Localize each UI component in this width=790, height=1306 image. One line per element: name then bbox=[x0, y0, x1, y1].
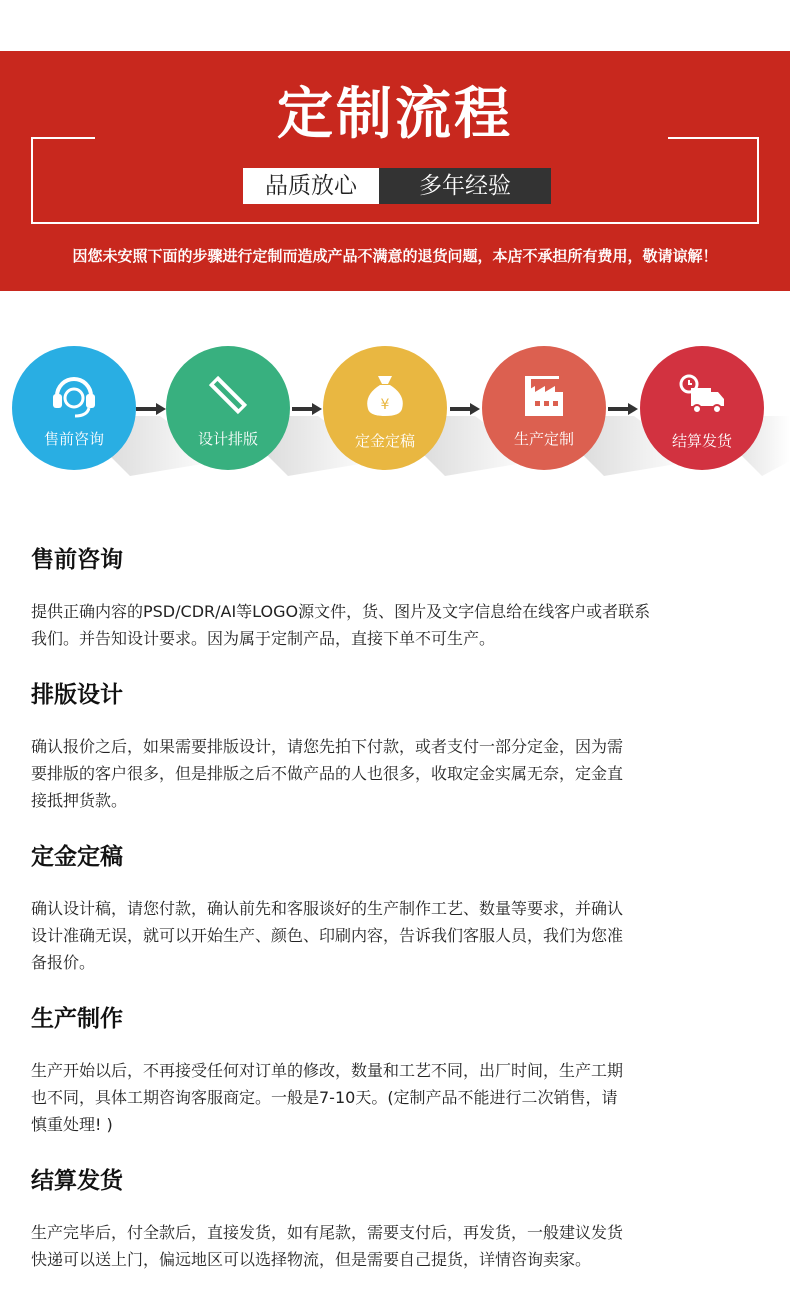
page-title: 定制流程 bbox=[277, 82, 513, 147]
section-title: 售前咨询 bbox=[31, 547, 123, 573]
step-presale-consult bbox=[12, 346, 136, 470]
section-title: 定金定稿 bbox=[31, 844, 123, 870]
section-line: 也不同，具体工期咨询客服商定。一般是7-10天。(定制产品不能进行二次销售，请 bbox=[31, 1088, 618, 1107]
section-line: 接抵押货款。 bbox=[31, 791, 128, 810]
arrow-right-icon bbox=[136, 403, 166, 415]
step-label: 定金定稿 bbox=[354, 432, 415, 450]
section-design-layout bbox=[31, 680, 731, 814]
factory-icon bbox=[519, 372, 569, 418]
section-line: 生产完毕后，付全款后，直接发货，如有尾款，需要支付后，再发货，一般建议发货 bbox=[31, 1223, 624, 1242]
headset-icon bbox=[49, 372, 99, 418]
section-body bbox=[31, 895, 731, 976]
notice-text: 因您未安照下面的步骤进行定制而造成产品不满意的退货问题，本店不承担所有费用，敬请谅解！ bbox=[72, 247, 718, 265]
arrow-right-icon bbox=[292, 403, 322, 415]
arrow-right-icon bbox=[450, 403, 480, 415]
section-body bbox=[31, 598, 731, 652]
section-body bbox=[31, 1219, 731, 1273]
section-line: 我们。并告知设计要求。因为属于定制产品，直接下单不可生产。 bbox=[31, 629, 496, 648]
step-label: 售前咨询 bbox=[43, 430, 104, 448]
section-body bbox=[31, 1057, 731, 1138]
step-label: 设计排版 bbox=[197, 430, 258, 448]
section-title: 排版设计 bbox=[31, 682, 123, 708]
step-label: 结算发货 bbox=[671, 432, 732, 450]
process-steps bbox=[0, 346, 790, 476]
svg-text:¥: ¥ bbox=[380, 397, 390, 413]
section-production bbox=[31, 1004, 731, 1138]
section-deposit-confirm bbox=[31, 842, 731, 976]
money-bag-icon bbox=[360, 372, 410, 418]
section-settle-ship bbox=[31, 1166, 731, 1273]
section-presale-consult bbox=[31, 545, 731, 652]
step-production bbox=[482, 346, 606, 470]
section-line: 慎重处理! ) bbox=[31, 1115, 113, 1134]
frame-line-bottom bbox=[31, 222, 759, 224]
section-line: 生产开始以后，不再接受任何对订单的修改，数量和工艺不同，出厂时间，生产工期 bbox=[31, 1061, 624, 1080]
section-line: 确认设计稿，请您付款，确认前先和客服谈好的生产制作工艺、数量等要求，并确认 bbox=[31, 899, 624, 918]
step-label: 生产定制 bbox=[513, 430, 574, 448]
section-line: 备报价。 bbox=[31, 953, 96, 972]
section-title: 生产制作 bbox=[31, 1006, 123, 1032]
step-design-layout bbox=[166, 346, 290, 470]
arrow-right-icon bbox=[608, 403, 638, 415]
section-line: 提供正确内容的PSD/CDR/AI等LOGO源文件，货、图片及文字信息给在线客户或者联系 bbox=[31, 602, 651, 621]
tag-experience: 多年经验 bbox=[379, 168, 551, 204]
ruler-pencil-icon bbox=[203, 372, 253, 418]
section-body bbox=[31, 733, 731, 814]
tag-quality: 品质放心 bbox=[243, 168, 379, 204]
delivery-truck-icon bbox=[677, 372, 727, 418]
step-deposit-confirm bbox=[323, 346, 447, 470]
section-title: 结算发货 bbox=[31, 1168, 123, 1194]
section-line: 要排版的客户很多，但是排版之后不做产品的人也很多，收取定金实属无奈，定金直 bbox=[31, 764, 624, 783]
section-line: 快递可以送上门，偏远地区可以选择物流，但是需要自己提货，详情咨询卖家。 bbox=[31, 1250, 592, 1269]
section-line: 确认报价之后，如果需要排版设计，请您先拍下付款，或者支付一部分定金，因为需 bbox=[31, 737, 624, 756]
section-line: 设计准确无误，就可以开始生产、颜色、印刷内容，告诉我们客服人员，我们为您准 bbox=[31, 926, 624, 945]
step-settle-ship bbox=[640, 346, 764, 470]
